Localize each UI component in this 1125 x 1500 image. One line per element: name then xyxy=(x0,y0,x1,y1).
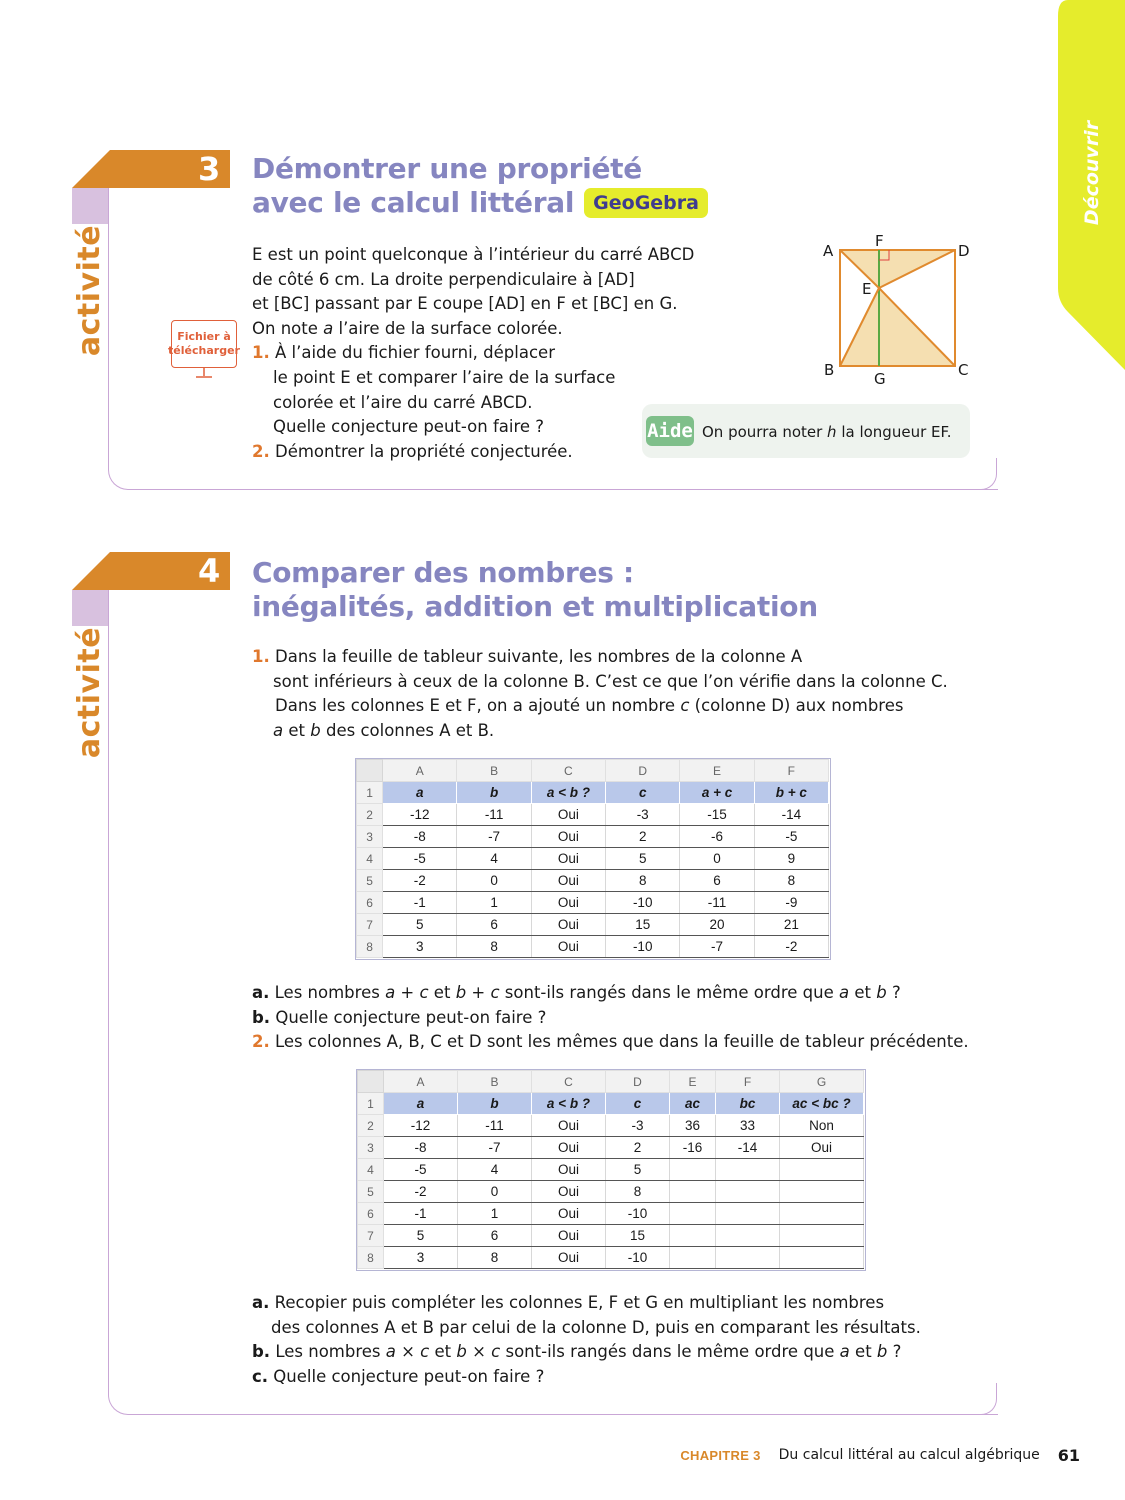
title-line-1: Démontrer une propriété xyxy=(252,152,642,185)
table-cell[interactable]: Oui xyxy=(531,826,605,848)
header-cell[interactable]: a + c xyxy=(680,782,754,804)
row-number[interactable]: 2 xyxy=(357,804,383,826)
activity-title xyxy=(252,152,708,220)
table-row xyxy=(357,826,829,848)
table-cell[interactable]: 1 xyxy=(457,892,531,914)
table-cell[interactable]: Oui xyxy=(532,1225,606,1247)
row-number[interactable]: 3 xyxy=(357,826,383,848)
row-number[interactable]: 8 xyxy=(357,936,383,958)
title-line-1: Comparer des nombres : xyxy=(252,556,634,589)
table-cell[interactable]: Oui xyxy=(780,1137,864,1159)
table-cell[interactable] xyxy=(716,1203,780,1225)
table-cell[interactable] xyxy=(780,1203,864,1225)
table-cell[interactable]: -10 xyxy=(606,1203,670,1225)
table-cell[interactable] xyxy=(780,1247,864,1269)
table-cell[interactable]: 1 xyxy=(458,1203,532,1225)
table-cell[interactable] xyxy=(716,1225,780,1247)
header-cell[interactable]: ac xyxy=(670,1093,716,1115)
table-cell[interactable] xyxy=(670,1225,716,1247)
table-cell[interactable]: 4 xyxy=(457,848,531,870)
table-cell[interactable]: 21 xyxy=(754,914,828,936)
table-cell[interactable]: -2 xyxy=(754,936,828,958)
table-cell[interactable]: -2 xyxy=(383,870,457,892)
table-cell[interactable]: -3 xyxy=(606,1115,670,1137)
table-row xyxy=(358,1115,864,1137)
table-row xyxy=(358,1247,864,1269)
table-cell[interactable]: -10 xyxy=(606,936,680,958)
table-cell[interactable] xyxy=(670,1181,716,1203)
table-cell[interactable]: Oui xyxy=(531,804,605,826)
table-cell[interactable]: -11 xyxy=(680,892,754,914)
label-d: D xyxy=(958,242,970,260)
table-cell[interactable]: -5 xyxy=(384,1159,458,1181)
sheet-corner[interactable] xyxy=(357,760,383,782)
row-number[interactable]: 1 xyxy=(357,782,383,804)
table-cell[interactable]: 2 xyxy=(606,826,680,848)
activity-number: 4 xyxy=(198,552,221,590)
column-header[interactable]: B xyxy=(458,1071,532,1093)
footer-chapter: CHAPITRE 3 xyxy=(680,1447,761,1463)
activity4-q2-subquestions xyxy=(252,1291,972,1389)
table-cell[interactable]: 2 xyxy=(606,1137,670,1159)
activite-label: activité xyxy=(72,626,108,758)
column-header[interactable]: D xyxy=(606,1071,670,1093)
header-cell[interactable]: b + c xyxy=(754,782,828,804)
fichier-a-telecharger[interactable] xyxy=(168,320,240,380)
header-cell[interactable]: a xyxy=(383,782,457,804)
table-cell[interactable]: -14 xyxy=(716,1137,780,1159)
row-number[interactable]: 4 xyxy=(357,848,383,870)
shaded-triangle-bottom xyxy=(840,288,955,366)
column-header[interactable]: F xyxy=(754,760,828,782)
question-2: 2. Les colonnes A, B, C et D sont les mêmes que dans la feuille de tableur précédente. xyxy=(252,1032,969,1052)
table-cell[interactable]: 8 xyxy=(606,870,680,892)
table-cell[interactable]: -8 xyxy=(383,826,457,848)
question-2c: c. Quelle conjecture peut-on faire ? xyxy=(252,1366,545,1386)
table-cell[interactable]: 5 xyxy=(606,848,680,870)
monitor-stand-icon xyxy=(194,368,214,380)
table-cell[interactable]: 4 xyxy=(458,1159,532,1181)
label-g: G xyxy=(874,370,886,388)
table-cell[interactable]: 6 xyxy=(457,914,531,936)
table-cell[interactable]: -1 xyxy=(383,892,457,914)
column-header[interactable]: A xyxy=(384,1071,458,1093)
table-cell[interactable]: -16 xyxy=(670,1137,716,1159)
table-cell[interactable]: -10 xyxy=(606,1247,670,1269)
table-cell[interactable] xyxy=(780,1225,864,1247)
table-cell[interactable]: 8 xyxy=(606,1181,670,1203)
table-cell[interactable]: -5 xyxy=(383,848,457,870)
table-cell[interactable]: 8 xyxy=(458,1247,532,1269)
table-cell[interactable]: 0 xyxy=(458,1181,532,1203)
label-a: A xyxy=(823,242,834,260)
table-cell[interactable]: Oui xyxy=(531,914,605,936)
table-row xyxy=(357,914,829,936)
table-row xyxy=(357,892,829,914)
table-cell[interactable]: Oui xyxy=(531,892,605,914)
geogebra-badge[interactable]: GeoGebra xyxy=(584,188,708,218)
table-cell[interactable]: -12 xyxy=(383,804,457,826)
question-line: le point E et comparer l’aire de la surface xyxy=(273,367,616,387)
table-row xyxy=(358,1181,864,1203)
question-line: Dans les colonnes E et F, on a ajouté un nombre c (colonne D) aux nombres xyxy=(275,696,904,716)
table-cell[interactable]: -7 xyxy=(680,936,754,958)
aide-text: On pourra noter h la longueur EF. xyxy=(702,423,952,441)
question-line: colorée et l’aire du carré ABCD. xyxy=(273,392,533,412)
statement-line: On note a l’aire de la surface colorée. xyxy=(252,318,563,338)
label-b: B xyxy=(824,361,835,379)
table-cell[interactable]: -11 xyxy=(457,804,531,826)
question-2a: a. Recopier puis compléter les colonnes E, F et G en multipliant les nombres xyxy=(252,1293,885,1312)
table-cell[interactable]: -6 xyxy=(680,826,754,848)
side-tab-decouvrir[interactable]: Découvrir xyxy=(1081,120,1104,226)
activity4-q1 xyxy=(252,645,972,743)
table-cell[interactable]: 3 xyxy=(384,1247,458,1269)
table-cell[interactable]: 5 xyxy=(606,1159,670,1181)
table-cell[interactable]: -2 xyxy=(384,1181,458,1203)
table-cell[interactable]: Oui xyxy=(531,848,605,870)
table-row xyxy=(357,936,829,958)
column-header[interactable]: E xyxy=(670,1071,716,1093)
statement-line: E est un point quelconque à l’intérieur du carré ABCD xyxy=(252,245,695,264)
table-cell[interactable]: 9 xyxy=(754,848,828,870)
table-cell[interactable]: 36 xyxy=(670,1115,716,1137)
footer-chapter-title: Du calcul littéral au calcul algébrique xyxy=(778,1447,1040,1463)
statement-line: de côté 6 cm. La droite perpendiculaire à [AD] xyxy=(252,269,635,289)
row-number[interactable]: 8 xyxy=(358,1247,384,1269)
question-2: 2. Démontrer la propriété conjecturée. xyxy=(252,441,573,461)
statement-line: et [BC] passant par E coupe [AD] en F et [BC] en G. xyxy=(252,294,678,314)
page-number: 61 xyxy=(1057,1445,1080,1465)
table-cell[interactable]: Non xyxy=(780,1115,864,1137)
question-line: a et b des colonnes A et B. xyxy=(273,720,495,740)
spreadsheet-1 xyxy=(355,758,831,960)
column-header[interactable]: A xyxy=(383,760,457,782)
fichier-monitor: Fichier à télécharger xyxy=(171,320,237,368)
row-number[interactable]: 7 xyxy=(358,1225,384,1247)
table-row xyxy=(358,1225,864,1247)
table-cell[interactable] xyxy=(716,1159,780,1181)
column-header[interactable]: G xyxy=(780,1071,864,1093)
question-line: des colonnes A et B par celui de la colonne D, puis en comparant les résultats. xyxy=(271,1317,921,1337)
table-cell[interactable]: 15 xyxy=(606,914,680,936)
question-line: sont inférieurs à ceux de la colonne B. C’est ce que l’on vérifie dans la colonne C. xyxy=(273,671,948,691)
activite-label: activité xyxy=(72,224,108,356)
table-cell[interactable]: -3 xyxy=(606,804,680,826)
question-a: a. Les nombres a + c et b + c sont-ils rangés dans le même ordre que a et b ? xyxy=(252,983,901,1002)
table-cell[interactable]: 20 xyxy=(680,914,754,936)
page-footer xyxy=(680,1444,1080,1466)
table-cell[interactable]: -15 xyxy=(680,804,754,826)
table-row xyxy=(358,1203,864,1225)
table-cell[interactable]: 15 xyxy=(606,1225,670,1247)
spreadsheet-table xyxy=(357,1070,864,1269)
header-cell[interactable]: c xyxy=(606,782,680,804)
table-cell[interactable]: Oui xyxy=(532,1181,606,1203)
table-row xyxy=(358,1137,864,1159)
table-cell[interactable]: 5 xyxy=(384,1225,458,1247)
table-cell[interactable]: -12 xyxy=(384,1115,458,1137)
table-cell[interactable]: -5 xyxy=(754,826,828,848)
table-cell[interactable]: 6 xyxy=(680,870,754,892)
activity-title xyxy=(252,556,818,624)
sheet-corner[interactable] xyxy=(358,1071,384,1093)
table-cell[interactable] xyxy=(670,1247,716,1269)
table-cell[interactable] xyxy=(670,1203,716,1225)
question-2b: b. Les nombres a × c et b × c sont-ils rangés dans le même ordre que a et b ? xyxy=(252,1342,902,1362)
table-cell[interactable]: 0 xyxy=(680,848,754,870)
question-line: Quelle conjecture peut-on faire ? xyxy=(273,417,545,437)
table-cell[interactable]: -10 xyxy=(606,892,680,914)
row-number[interactable]: 1 xyxy=(358,1093,384,1115)
row-number[interactable]: 5 xyxy=(358,1181,384,1203)
table-cell[interactable]: 6 xyxy=(458,1225,532,1247)
title-line-2: inégalités, addition et multiplication xyxy=(252,590,818,623)
table-cell[interactable]: -7 xyxy=(458,1137,532,1159)
column-header[interactable]: C xyxy=(532,1071,606,1093)
table-row xyxy=(357,870,829,892)
square-figure xyxy=(815,228,985,388)
table-cell[interactable]: 33 xyxy=(716,1115,780,1137)
table-cell[interactable] xyxy=(780,1159,864,1181)
table-cell[interactable]: Oui xyxy=(531,936,605,958)
table-cell[interactable]: 5 xyxy=(383,914,457,936)
question-b: b. Quelle conjecture peut-on faire ? xyxy=(252,1007,547,1027)
table-cell[interactable]: -9 xyxy=(754,892,828,914)
table-cell[interactable]: -8 xyxy=(384,1137,458,1159)
column-header[interactable]: D xyxy=(606,760,680,782)
table-row xyxy=(358,1159,864,1181)
table-cell[interactable]: 3 xyxy=(383,936,457,958)
activity4-q1-subquestions xyxy=(252,981,972,1055)
table-cell[interactable]: -7 xyxy=(457,826,531,848)
table-cell[interactable] xyxy=(780,1181,864,1203)
table-row xyxy=(357,848,829,870)
header-cell[interactable]: a xyxy=(384,1093,458,1115)
table-cell[interactable]: 8 xyxy=(457,936,531,958)
table-cell[interactable]: Oui xyxy=(532,1137,606,1159)
label-c: C xyxy=(958,361,969,379)
shaded-triangle-top xyxy=(840,250,955,288)
spreadsheet-2 xyxy=(356,1069,866,1271)
aide-tag: Aide xyxy=(646,416,694,446)
row-number[interactable]: 5 xyxy=(357,870,383,892)
row-number[interactable]: 2 xyxy=(358,1115,384,1137)
header-cell[interactable]: b xyxy=(458,1093,532,1115)
header-cell[interactable]: bc xyxy=(716,1093,780,1115)
header-cell[interactable]: c xyxy=(606,1093,670,1115)
table-cell[interactable] xyxy=(716,1181,780,1203)
table-cell[interactable]: Oui xyxy=(532,1203,606,1225)
table-cell[interactable]: Oui xyxy=(532,1115,606,1137)
row-number[interactable]: 3 xyxy=(358,1137,384,1159)
table-cell[interactable]: 8 xyxy=(754,870,828,892)
table-cell[interactable]: -11 xyxy=(458,1115,532,1137)
title-line-2: avec le calcul littéral GeoGebra xyxy=(252,186,708,220)
activity-number: 3 xyxy=(198,150,221,188)
header-cell[interactable]: a < b ? xyxy=(531,782,605,804)
header-cell[interactable]: a < b ? xyxy=(532,1093,606,1115)
column-header[interactable]: C xyxy=(531,760,605,782)
column-header[interactable]: B xyxy=(457,760,531,782)
column-header[interactable]: E xyxy=(680,760,754,782)
table-cell[interactable]: -14 xyxy=(754,804,828,826)
question-1: 1. À l’aide du fichier fourni, déplacer xyxy=(252,343,555,363)
label-e: E xyxy=(862,280,872,298)
label-f: F xyxy=(875,232,884,250)
table-cell[interactable]: Oui xyxy=(532,1159,606,1181)
table-cell[interactable] xyxy=(670,1159,716,1181)
row-number[interactable]: 4 xyxy=(358,1159,384,1181)
table-cell[interactable]: Oui xyxy=(531,870,605,892)
row-number[interactable]: 6 xyxy=(357,892,383,914)
header-cell[interactable]: b xyxy=(457,782,531,804)
table-cell[interactable]: -1 xyxy=(384,1203,458,1225)
row-number[interactable]: 7 xyxy=(357,914,383,936)
table-cell[interactable] xyxy=(716,1247,780,1269)
table-cell[interactable]: Oui xyxy=(532,1247,606,1269)
column-header[interactable]: F xyxy=(716,1071,780,1093)
row-number[interactable]: 6 xyxy=(358,1203,384,1225)
question-1: 1. Dans la feuille de tableur suivante, les nombres de la colonne A xyxy=(252,647,803,666)
header-cell[interactable]: ac < bc ? xyxy=(780,1093,864,1115)
table-cell[interactable]: 0 xyxy=(457,870,531,892)
spreadsheet-table xyxy=(356,759,829,958)
aide-box xyxy=(642,404,970,458)
table-row xyxy=(357,804,829,826)
